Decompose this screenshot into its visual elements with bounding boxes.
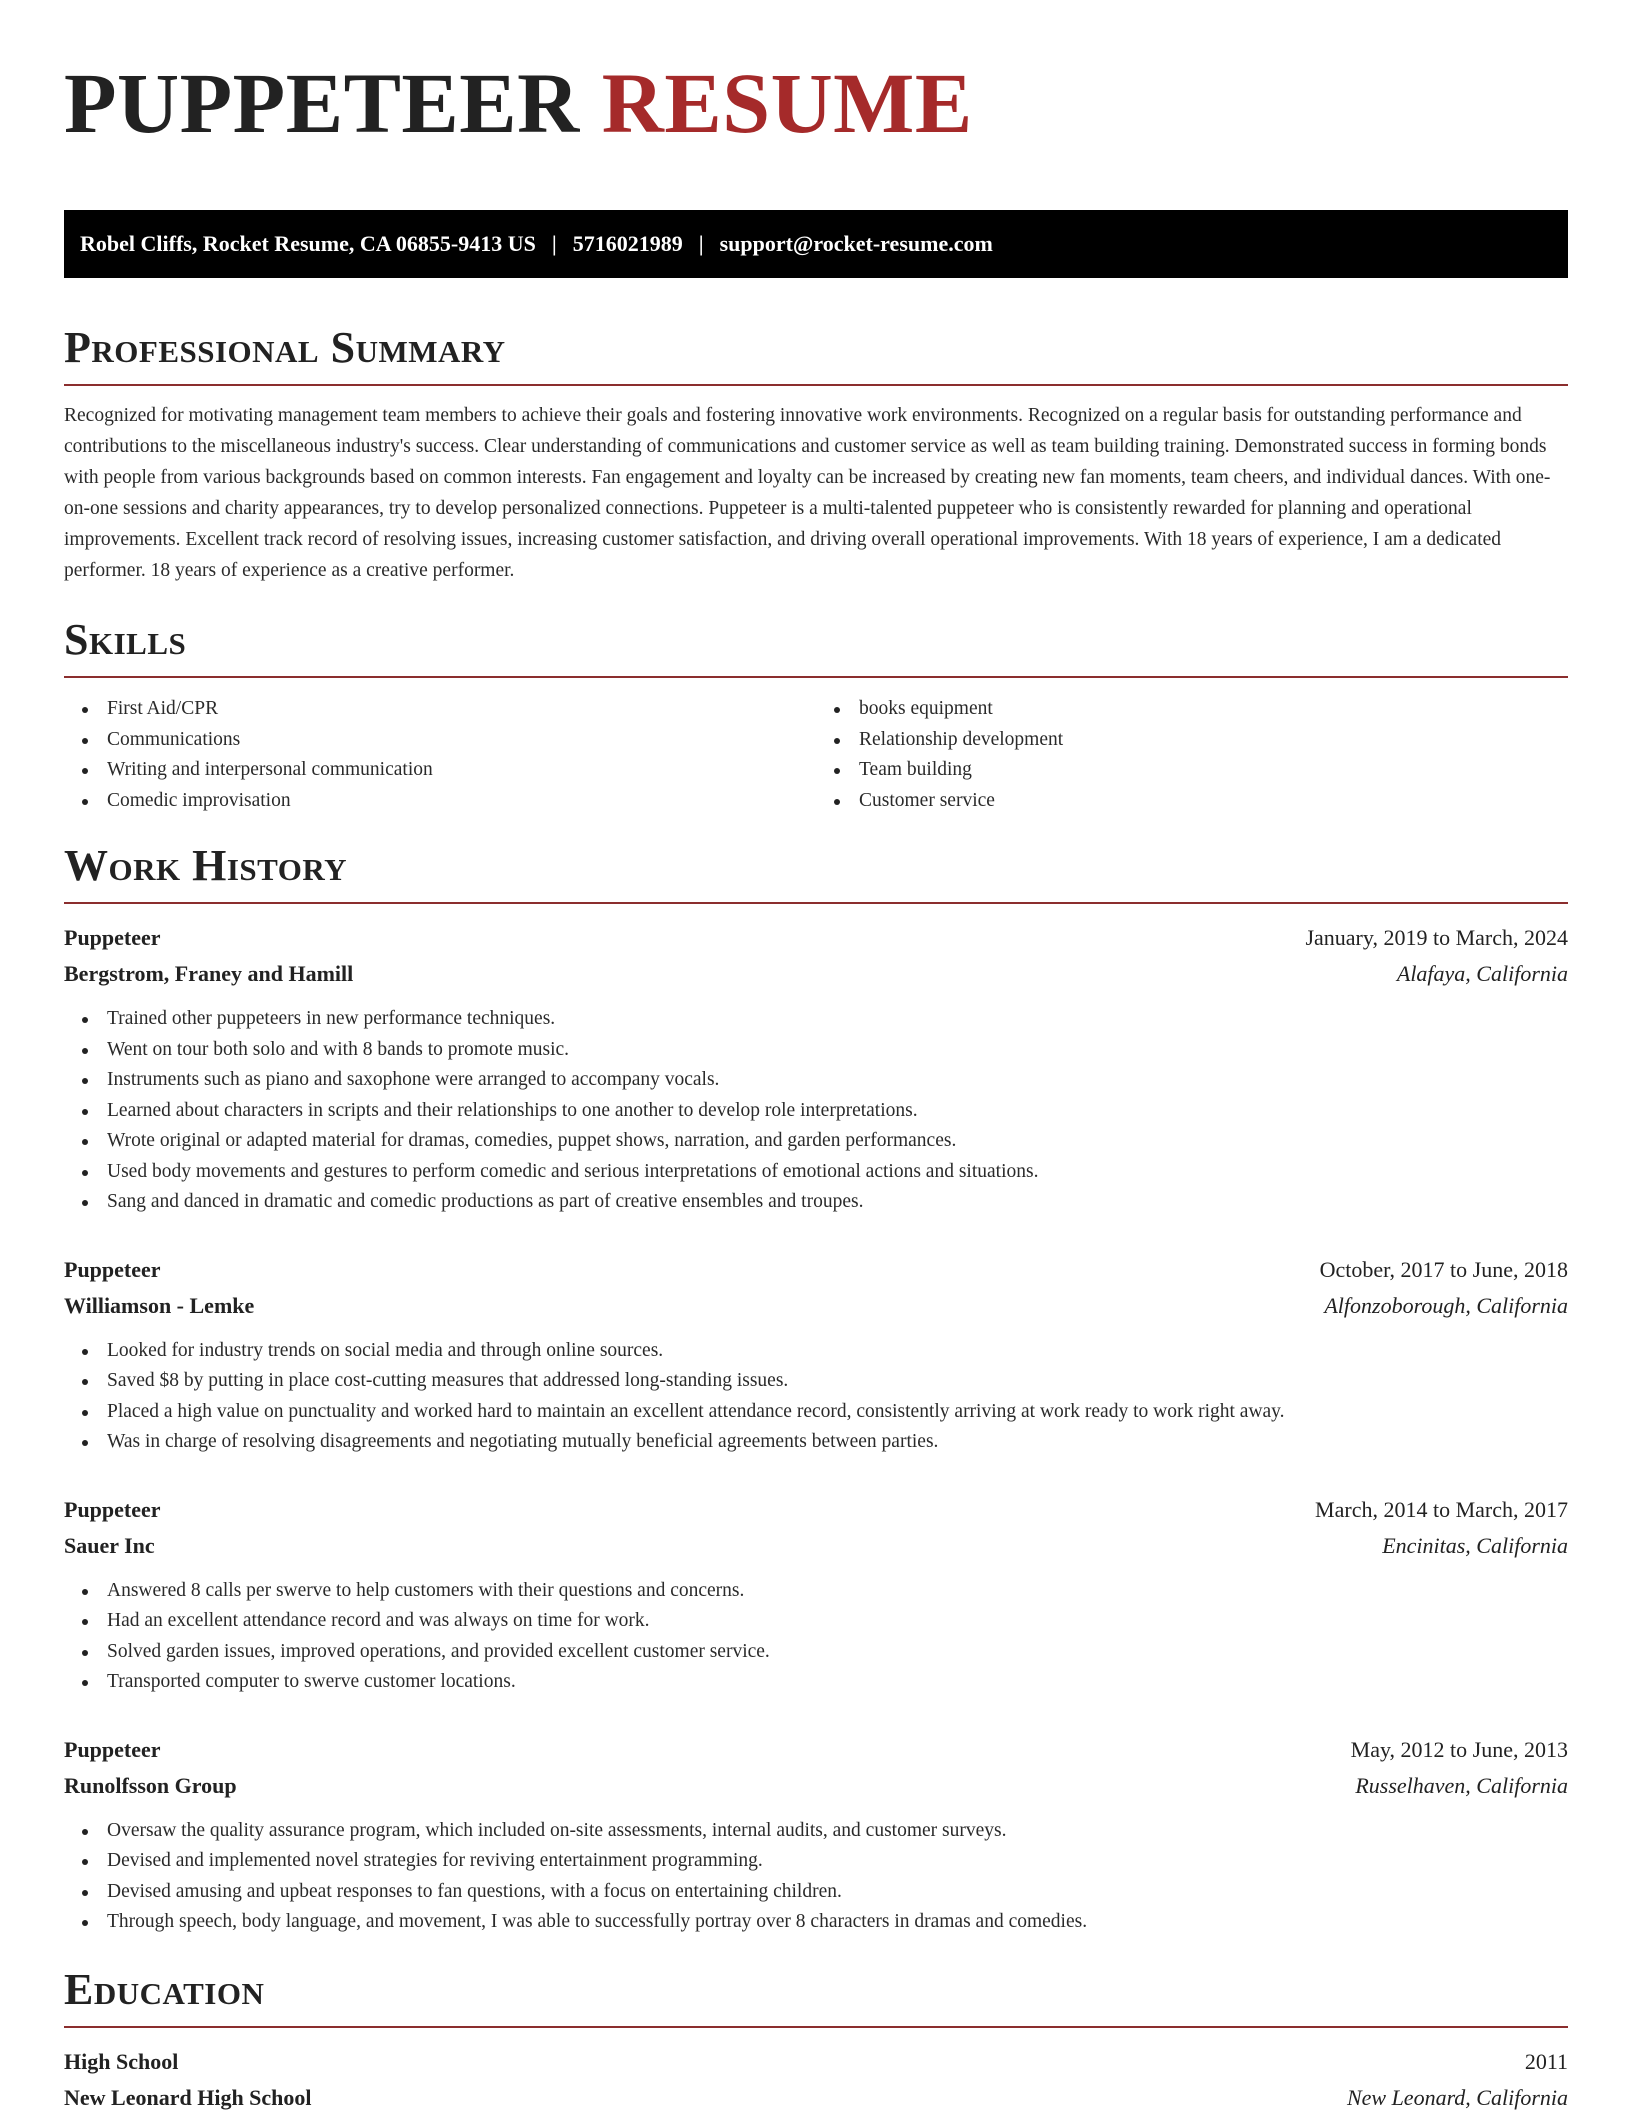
skill-item: Relationship development [859,725,1568,756]
duty-item: Used body movements and gestures to perform comedic and serious interpretations of emotional actions and situations. [107,1157,1568,1188]
resume-title [64,55,1568,151]
education-year: 2011 [1524,2048,1568,2074]
skills-column-left [64,694,816,816]
job-entry [64,1732,1568,1938]
job-title: Puppeteer [64,1736,161,1762]
job-company-row [64,1768,1568,1804]
duty-item: Placed a high value on punctuality and worked hard to maintain an excellent attendance record, consistently arriving at work ready to work right away. [107,1397,1568,1428]
education-school-row [64,2080,1568,2116]
job-header-row [64,1492,1568,1528]
job-title: Puppeteer [64,1496,161,1522]
education-entry [64,2044,1568,2116]
duty-item: Instruments such as piano and saxophone were arranged to accompany vocals. [107,1065,1568,1096]
job-company: Bergstrom, Franey and Hamill [64,961,354,986]
job-duties [64,1336,1568,1458]
duty-item: Looked for industry trends on social media and through online sources. [107,1336,1568,1367]
duty-item: Wrote original or adapted material for dramas, comedies, puppet shows, narration, and garden performances. [107,1126,1568,1157]
contact-separator: | [698,231,704,256]
duty-item: Devised and implemented novel strategies for reviving entertainment programming. [107,1846,1568,1877]
duty-item: Answered 8 calls per swerve to help customers with their questions and concerns. [107,1576,1568,1607]
duty-item: Sang and danced in dramatic and comedic productions as part of creative ensembles and troupes. [107,1187,1568,1218]
job-duties [64,1816,1568,1938]
contact-separator: | [551,231,557,256]
job-dates: October, 2017 to June, 2018 [1319,1256,1568,1282]
duty-item: Saved $8 by putting in place cost-cutting measures that addressed long-standing issues. [107,1366,1568,1397]
skill-item: Customer service [859,786,1568,817]
job-company-row [64,956,1568,992]
duty-item: Was in charge of resolving disagreements and negotiating mutually beneficial agreements between parties. [107,1427,1568,1458]
contact-email[interactable]: support@rocket-resume.com [719,231,993,256]
skills-section [64,616,1568,816]
job-title: Puppeteer [64,925,161,950]
summary-text: Recognized for motivating management team members to achieve their goals and fostering innovative work environments. Recognized on a regular basis for outstanding performance and contributions to the miscellaneous industry's success. Clear understanding of communications and customer service as well as team building training. Demonstrated success in forming bonds with people from various backgrounds based on common interests. Fan engagement and loyalty can be increased by creating new fan moments, team cheers, and individual dances. With one-on-one sessions and charity appearances, try to develop personalized connections. Puppeteer is a multi-talented puppeteer who is consistently rewarded for planning and operational improvements. Excellent track record of resolving issues, increasing customer satisfaction, and driving overall operational improvements. With 18 years of experience, I am a dedicated performer. 18 years of experience as a creative performer. [64,405,1551,581]
job-company: Williamson - Lemke [64,1292,255,1318]
job-duties [64,1004,1568,1218]
contact-address: Robel Cliffs, Rocket Resume, CA 06855-9413 US [80,231,536,256]
duty-item: Had an excellent attendance record and was always on time for work. [107,1606,1568,1637]
education-section [64,1966,1568,2116]
job-header-row [64,1732,1568,1768]
job-company: Runolfsson Group [64,1772,237,1798]
work-history-heading: Work History [64,842,1568,904]
education-degree: High School [64,2048,179,2074]
job-entry [64,920,1568,1218]
job-entry [64,1252,1568,1458]
work-history-section [64,842,1568,1938]
job-location: Alafaya, California [1396,961,1568,986]
summary-heading: Professional Summary [64,324,1568,386]
duty-item: Oversaw the quality assurance program, which included on-site assessments, internal audits, and customer surveys. [107,1816,1568,1847]
job-header-row [64,920,1568,956]
duty-item: Learned about characters in scripts and their relationships to one another to develop role interpretations. [107,1096,1568,1127]
education-school: New Leonard High School [64,2084,312,2110]
duty-item: Solved garden issues, improved operations, and provided excellent customer service. [107,1637,1568,1668]
job-location: Alfonzoborough, California [1324,1292,1568,1318]
skill-item: Communications [107,725,816,756]
job-location: Encinitas, California [1382,1532,1568,1558]
duty-item: Devised amusing and upbeat responses to fan questions, with a focus on entertaining children. [107,1877,1568,1908]
job-header-row [64,1252,1568,1288]
job-entry [64,1492,1568,1698]
job-title: Puppeteer [64,1256,161,1282]
skills-grid [64,694,1568,816]
contact-bar [64,210,1568,278]
job-dates: May, 2012 to June, 2013 [1350,1736,1568,1762]
job-location: Russelhaven, California [1355,1772,1568,1798]
skill-item: Writing and interpersonal communication [107,755,816,786]
job-company: Sauer Inc [64,1532,155,1558]
title-accent: RESUME [601,55,973,151]
skills-column-right [816,694,1568,816]
skill-item: Comedic improvisation [107,786,816,817]
job-company-row [64,1288,1568,1324]
title-main: PUPPETEER [64,55,580,151]
skill-item: First Aid/CPR [107,694,816,725]
skill-item: Team building [859,755,1568,786]
job-dates: January, 2019 to March, 2024 [1305,925,1568,950]
skills-heading: Skills [64,616,1568,678]
job-dates: March, 2014 to March, 2017 [1315,1496,1568,1522]
skill-item: books equipment [859,694,1568,725]
job-company-row [64,1528,1568,1564]
summary-section [64,324,1568,586]
duty-item: Went on tour both solo and with 8 bands to promote music. [107,1035,1568,1066]
duty-item: Transported computer to swerve customer locations. [107,1667,1568,1698]
contact-phone[interactable]: 5716021989 [572,231,683,256]
job-duties [64,1576,1568,1698]
duty-item: Trained other puppeteers in new performance techniques. [107,1004,1568,1035]
duty-item: Through speech, body language, and movement, I was able to successfully portray over 8 characters in dramas and comedies. [107,1907,1568,1938]
education-heading: Education [64,1966,1568,2028]
education-degree-row [64,2044,1568,2080]
education-location: New Leonard, California [1346,2084,1568,2110]
